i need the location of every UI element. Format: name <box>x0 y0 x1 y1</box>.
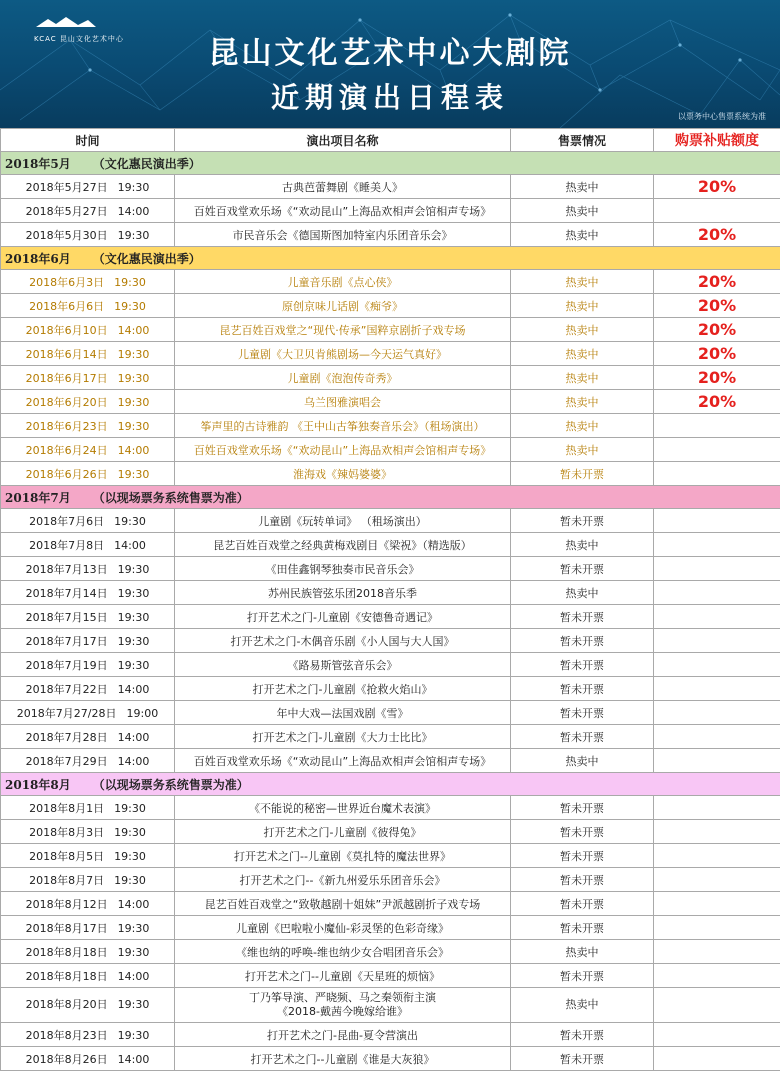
row-status: 暂未开票 <box>511 701 654 725</box>
row-program: 昆艺百姓百戏堂之经典黄梅戏剧目《梁祝》（精选版） <box>175 533 511 557</box>
row-time: 19:30 <box>117 1028 150 1042</box>
row-program: 打开艺术之门-儿童剧《大力士比比》 <box>175 725 511 749</box>
section-month: 2018年8月 <box>5 777 71 792</box>
row-status: 热卖中 <box>511 294 654 318</box>
row-program: 百姓百戏堂欢乐场《“欢动昆山”上海品欢相声会馆相声专场》 <box>175 749 511 773</box>
row-date: 2018年8月5日 <box>29 849 105 863</box>
row-program: 筝声里的古诗雅韵 《王中山古筝独奏音乐会》（租场演出） <box>175 414 511 438</box>
row-date: 2018年8月1日 <box>29 801 105 815</box>
row-time: 14:00 <box>117 969 150 983</box>
row-date: 2018年7月15日 <box>25 610 108 624</box>
row-date: 2018年8月18日 <box>25 969 108 983</box>
table-row <box>1 605 780 629</box>
row-subsidy <box>654 796 780 820</box>
table-row <box>1 653 780 677</box>
row-date: 2018年8月26日 <box>25 1052 108 1066</box>
row-datetime <box>1 390 175 414</box>
row-subsidy <box>654 964 780 988</box>
row-program: 打开艺术之门-儿童剧《抢救火焰山》 <box>175 677 511 701</box>
row-date: 2018年8月7日 <box>29 873 105 887</box>
row-status: 暂未开票 <box>511 605 654 629</box>
row-status: 热卖中 <box>511 390 654 414</box>
section-header-august <box>1 773 780 796</box>
row-status: 暂未开票 <box>511 1023 654 1047</box>
row-program: 打开艺术之门--儿童剧《谁是大灰狼》 <box>175 1047 511 1071</box>
row-datetime <box>1 557 175 581</box>
section-heading <box>1 247 780 270</box>
row-date: 2018年7月29日 <box>25 754 108 768</box>
row-subsidy <box>654 677 780 701</box>
row-time: 19:30 <box>114 873 146 887</box>
row-program: 儿童剧《巴啦啦小魔仙-彩灵堡的色彩奇缘》 <box>175 916 511 940</box>
section-month: 2018年5月 <box>5 156 71 171</box>
row-datetime <box>1 677 175 701</box>
row-program: 淮海戏《辣妈婆婆》 <box>175 462 511 486</box>
row-date: 2018年6月6日 <box>29 299 105 313</box>
row-date: 2018年7月13日 <box>25 562 108 576</box>
table-row <box>1 629 780 653</box>
row-subsidy: 20% <box>654 318 780 342</box>
table-row <box>1 294 780 318</box>
row-time: 19:30 <box>117 419 150 433</box>
row-time: 19:30 <box>117 634 150 648</box>
row-program: 打开艺术之门-昆曲-夏令营演出 <box>175 1023 511 1047</box>
row-datetime <box>1 509 175 533</box>
row-status: 暂未开票 <box>511 725 654 749</box>
row-time: 19:30 <box>117 945 150 959</box>
table-row <box>1 916 780 940</box>
section-header-june <box>1 247 780 270</box>
row-date: 2018年7月6日 <box>29 514 105 528</box>
col-header-subsidy: 购票补贴额度 <box>654 129 780 152</box>
row-datetime <box>1 414 175 438</box>
table-row <box>1 892 780 916</box>
row-date: 2018年6月24日 <box>25 443 108 457</box>
row-date: 2018年7月28日 <box>25 730 108 744</box>
row-program: 打开艺术之门-木偶音乐剧《小人国与大人国》 <box>175 629 511 653</box>
row-status: 暂未开票 <box>511 509 654 533</box>
row-datetime <box>1 294 175 318</box>
row-date: 2018年5月27日 <box>25 180 108 194</box>
row-time: 19:30 <box>117 998 150 1011</box>
row-program: 打开艺术之门--儿童剧《天星班的烦恼》 <box>175 964 511 988</box>
row-subsidy <box>654 581 780 605</box>
row-time: 19:30 <box>114 849 146 863</box>
row-status: 暂未开票 <box>511 916 654 940</box>
row-date: 2018年6月10日 <box>25 323 108 337</box>
row-status: 暂未开票 <box>511 820 654 844</box>
row-datetime <box>1 725 175 749</box>
table-row <box>1 701 780 725</box>
row-program: 儿童剧《玩转单词》 （租场演出） <box>175 509 511 533</box>
table-row <box>1 749 780 773</box>
row-subsidy <box>654 1047 780 1071</box>
row-datetime <box>1 964 175 988</box>
row-program: 古典芭蕾舞剧《睡美人》 <box>175 175 511 199</box>
section-header-may <box>1 152 780 175</box>
row-time: 19:30 <box>114 801 146 815</box>
row-status: 热卖中 <box>511 438 654 462</box>
table-row <box>1 223 780 247</box>
row-subsidy <box>654 414 780 438</box>
row-time: 14:00 <box>117 730 150 744</box>
section-note: （以现场票务系统售票为准） <box>92 490 249 505</box>
row-time: 19:30 <box>114 275 146 289</box>
section-month: 2018年7月 <box>5 490 71 505</box>
row-time: 14:00 <box>117 754 150 768</box>
row-datetime <box>1 581 175 605</box>
row-date: 2018年6月20日 <box>25 395 108 409</box>
row-subsidy: 20% <box>654 342 780 366</box>
row-subsidy <box>654 533 780 557</box>
row-subsidy <box>654 868 780 892</box>
row-subsidy <box>654 199 780 223</box>
row-subsidy <box>654 988 780 1023</box>
table-row <box>1 581 780 605</box>
row-program: 昆艺百姓百戏堂之“致敬越剧十姐妹”尹派越剧折子戏专场 <box>175 892 511 916</box>
logo-text: KCAC 昆山文化艺术中心 <box>34 35 124 43</box>
row-subsidy <box>654 1023 780 1047</box>
row-datetime <box>1 749 175 773</box>
row-datetime <box>1 653 175 677</box>
row-datetime <box>1 270 175 294</box>
row-program: 丁乃筝导演、严晓频、马之秦领衔主演 《2018-戴茜今晚嫁给谁》 <box>175 988 511 1023</box>
row-status: 热卖中 <box>511 940 654 964</box>
row-datetime <box>1 796 175 820</box>
row-datetime <box>1 366 175 390</box>
row-datetime <box>1 175 175 199</box>
row-program: 儿童剧《泡泡传奇秀》 <box>175 366 511 390</box>
row-subsidy: 20% <box>654 366 780 390</box>
table-row <box>1 557 780 581</box>
row-status: 热卖中 <box>511 533 654 557</box>
row-subsidy: 20% <box>654 270 780 294</box>
schedule-body <box>1 152 780 1071</box>
table-row <box>1 366 780 390</box>
table-row <box>1 964 780 988</box>
row-program: 打开艺术之门-儿童剧《安德鲁奇遇记》 <box>175 605 511 629</box>
row-datetime <box>1 988 175 1023</box>
row-status: 暂未开票 <box>511 892 654 916</box>
row-date: 2018年7月27/28日 <box>16 706 117 720</box>
row-time: 19:30 <box>117 228 150 242</box>
row-time: 14:00 <box>117 323 150 337</box>
table-row <box>1 796 780 820</box>
table-row <box>1 342 780 366</box>
row-time: 14:00 <box>114 538 146 552</box>
row-status: 热卖中 <box>511 414 654 438</box>
row-date: 2018年6月14日 <box>25 347 108 361</box>
row-date: 2018年8月3日 <box>29 825 105 839</box>
row-program: 《维也纳的呼唤-维也纳少女合唱团音乐会》 <box>175 940 511 964</box>
row-subsidy <box>654 820 780 844</box>
row-time: 14:00 <box>117 682 150 696</box>
row-subsidy <box>654 701 780 725</box>
section-note: （以现场票务系统售票为准） <box>92 777 249 792</box>
row-status: 热卖中 <box>511 366 654 390</box>
row-date: 2018年7月19日 <box>25 658 108 672</box>
row-time: 14:00 <box>117 443 150 457</box>
row-time: 19:30 <box>117 610 150 624</box>
table-row <box>1 414 780 438</box>
row-time: 19:30 <box>114 514 146 528</box>
row-program: 打开艺术之门--《新九州爱乐乐团音乐会》 <box>175 868 511 892</box>
table-row <box>1 1023 780 1047</box>
row-time: 19:30 <box>117 562 150 576</box>
ticketing-note: 以票务中心售票系统为准 <box>678 112 766 121</box>
section-heading <box>1 152 780 175</box>
row-datetime <box>1 701 175 725</box>
col-header-time: 时间 <box>1 129 175 152</box>
row-date: 2018年7月14日 <box>25 586 108 600</box>
row-status: 暂未开票 <box>511 462 654 486</box>
row-date: 2018年8月12日 <box>25 897 108 911</box>
row-date: 2018年5月30日 <box>25 228 108 242</box>
row-time: 19:30 <box>117 586 150 600</box>
table-row <box>1 318 780 342</box>
row-status: 热卖中 <box>511 988 654 1023</box>
row-datetime <box>1 605 175 629</box>
row-status: 热卖中 <box>511 581 654 605</box>
table-row <box>1 533 780 557</box>
section-heading <box>1 486 780 509</box>
row-program: 昆艺百姓百戏堂之“现代·传承”国粹京剧折子戏专场 <box>175 318 511 342</box>
row-date: 2018年7月17日 <box>25 634 108 648</box>
kcac-logo-icon <box>34 15 98 29</box>
row-subsidy <box>654 629 780 653</box>
row-datetime <box>1 1047 175 1071</box>
row-date: 2018年8月18日 <box>25 945 108 959</box>
schedule-table <box>0 128 780 1071</box>
section-header-july <box>1 486 780 509</box>
row-status: 热卖中 <box>511 342 654 366</box>
row-time: 19:30 <box>117 180 150 194</box>
section-month: 2018年6月 <box>5 251 71 266</box>
row-subsidy <box>654 749 780 773</box>
table-row <box>1 820 780 844</box>
row-status: 热卖中 <box>511 318 654 342</box>
row-datetime <box>1 223 175 247</box>
row-date: 2018年6月23日 <box>25 419 108 433</box>
row-time: 19:30 <box>114 825 146 839</box>
row-status: 暂未开票 <box>511 1047 654 1071</box>
col-header-program: 演出项目名称 <box>175 129 511 152</box>
row-status: 暂未开票 <box>511 868 654 892</box>
row-date: 2018年7月22日 <box>25 682 108 696</box>
row-subsidy <box>654 557 780 581</box>
row-program: 乌兰图雅演唱会 <box>175 390 511 414</box>
row-program: 市民音乐会《德国斯图加特室内乐团音乐会》 <box>175 223 511 247</box>
row-datetime <box>1 199 175 223</box>
row-status: 暂未开票 <box>511 796 654 820</box>
row-date: 2018年6月17日 <box>25 371 108 385</box>
row-status: 热卖中 <box>511 270 654 294</box>
row-date: 2018年8月20日 <box>25 998 108 1011</box>
row-subsidy: 20% <box>654 175 780 199</box>
row-datetime <box>1 868 175 892</box>
row-status: 暂未开票 <box>511 844 654 868</box>
row-time: 19:30 <box>117 371 150 385</box>
row-datetime <box>1 438 175 462</box>
row-program: 儿童音乐剧《点心侠》 <box>175 270 511 294</box>
row-date: 2018年5月27日 <box>25 204 108 218</box>
row-subsidy <box>654 940 780 964</box>
table-row <box>1 390 780 414</box>
row-subsidy <box>654 438 780 462</box>
row-subsidy <box>654 605 780 629</box>
row-status: 暂未开票 <box>511 557 654 581</box>
row-date: 2018年8月17日 <box>25 921 108 935</box>
table-header-row <box>1 129 780 152</box>
col-header-status: 售票情况 <box>511 129 654 152</box>
row-time: 19:30 <box>117 921 150 935</box>
table-row <box>1 868 780 892</box>
page-title: 昆山文化艺术中心大剧院 <box>208 36 572 71</box>
row-program: 年中大戏—法国戏剧《雪》 <box>175 701 511 725</box>
table-row <box>1 988 780 1023</box>
row-status: 热卖中 <box>511 199 654 223</box>
row-subsidy <box>654 462 780 486</box>
row-status: 暂未开票 <box>511 964 654 988</box>
row-datetime <box>1 892 175 916</box>
row-program: 苏州民族管弦乐团2018音乐季 <box>175 581 511 605</box>
row-status: 暂未开票 <box>511 653 654 677</box>
row-program: 《田佳鑫钢琴独奏市民音乐会》 <box>175 557 511 581</box>
row-time: 19:30 <box>117 395 150 409</box>
header-banner <box>0 0 780 128</box>
table-row <box>1 844 780 868</box>
row-time: 19:30 <box>117 658 150 672</box>
row-time: 19:30 <box>117 467 150 481</box>
row-time: 14:00 <box>117 204 150 218</box>
row-time: 14:00 <box>117 897 150 911</box>
row-date: 2018年6月3日 <box>29 275 105 289</box>
row-program: 百姓百戏堂欢乐场《“欢动昆山”上海品欢相声会馆相声专场》 <box>175 199 511 223</box>
row-status: 热卖中 <box>511 223 654 247</box>
table-row <box>1 462 780 486</box>
row-subsidy <box>654 916 780 940</box>
table-row <box>1 677 780 701</box>
row-subsidy <box>654 892 780 916</box>
row-program: 儿童剧《大卫贝肯熊剧场—今天运气真好》 <box>175 342 511 366</box>
row-datetime <box>1 533 175 557</box>
row-time: 19:00 <box>126 706 159 720</box>
section-heading <box>1 773 780 796</box>
table-row <box>1 270 780 294</box>
row-status: 热卖中 <box>511 175 654 199</box>
row-subsidy: 20% <box>654 390 780 414</box>
row-datetime <box>1 940 175 964</box>
row-datetime <box>1 629 175 653</box>
row-subsidy <box>654 725 780 749</box>
row-datetime <box>1 1023 175 1047</box>
table-row <box>1 199 780 223</box>
row-datetime <box>1 844 175 868</box>
row-program: 打开艺术之门-儿童剧《彼得兔》 <box>175 820 511 844</box>
row-status: 暂未开票 <box>511 629 654 653</box>
section-note: （文化惠民演出季） <box>92 251 201 266</box>
row-datetime <box>1 916 175 940</box>
row-time: 19:30 <box>117 347 150 361</box>
row-subsidy <box>654 844 780 868</box>
row-program: 《不能说的秘密—世界近台魔术表演》 <box>175 796 511 820</box>
table-row <box>1 725 780 749</box>
row-subsidy <box>654 653 780 677</box>
page-subtitle: 近期演出日程表 <box>270 81 509 114</box>
row-program: 《路易斯管弦音乐会》 <box>175 653 511 677</box>
row-time: 19:30 <box>114 299 146 313</box>
row-subsidy: 20% <box>654 223 780 247</box>
row-time: 14:00 <box>117 1052 150 1066</box>
row-datetime <box>1 820 175 844</box>
row-subsidy <box>654 509 780 533</box>
table-row <box>1 438 780 462</box>
row-date: 2018年7月8日 <box>29 538 105 552</box>
row-status: 暂未开票 <box>511 677 654 701</box>
table-row <box>1 509 780 533</box>
row-status: 热卖中 <box>511 749 654 773</box>
table-row <box>1 1047 780 1071</box>
table-row <box>1 940 780 964</box>
row-program: 百姓百戏堂欢乐场《“欢动昆山”上海品欢相声会馆相声专场》 <box>175 438 511 462</box>
table-row <box>1 175 780 199</box>
row-datetime <box>1 342 175 366</box>
row-date: 2018年8月23日 <box>25 1028 108 1042</box>
row-subsidy: 20% <box>654 294 780 318</box>
row-program: 打开艺术之门--儿童剧《莫扎特的魔法世界》 <box>175 844 511 868</box>
row-date: 2018年6月26日 <box>25 467 108 481</box>
row-datetime <box>1 462 175 486</box>
row-program: 原创京味儿话剧《痴爷》 <box>175 294 511 318</box>
section-note: （文化惠民演出季） <box>92 156 201 171</box>
row-datetime <box>1 318 175 342</box>
